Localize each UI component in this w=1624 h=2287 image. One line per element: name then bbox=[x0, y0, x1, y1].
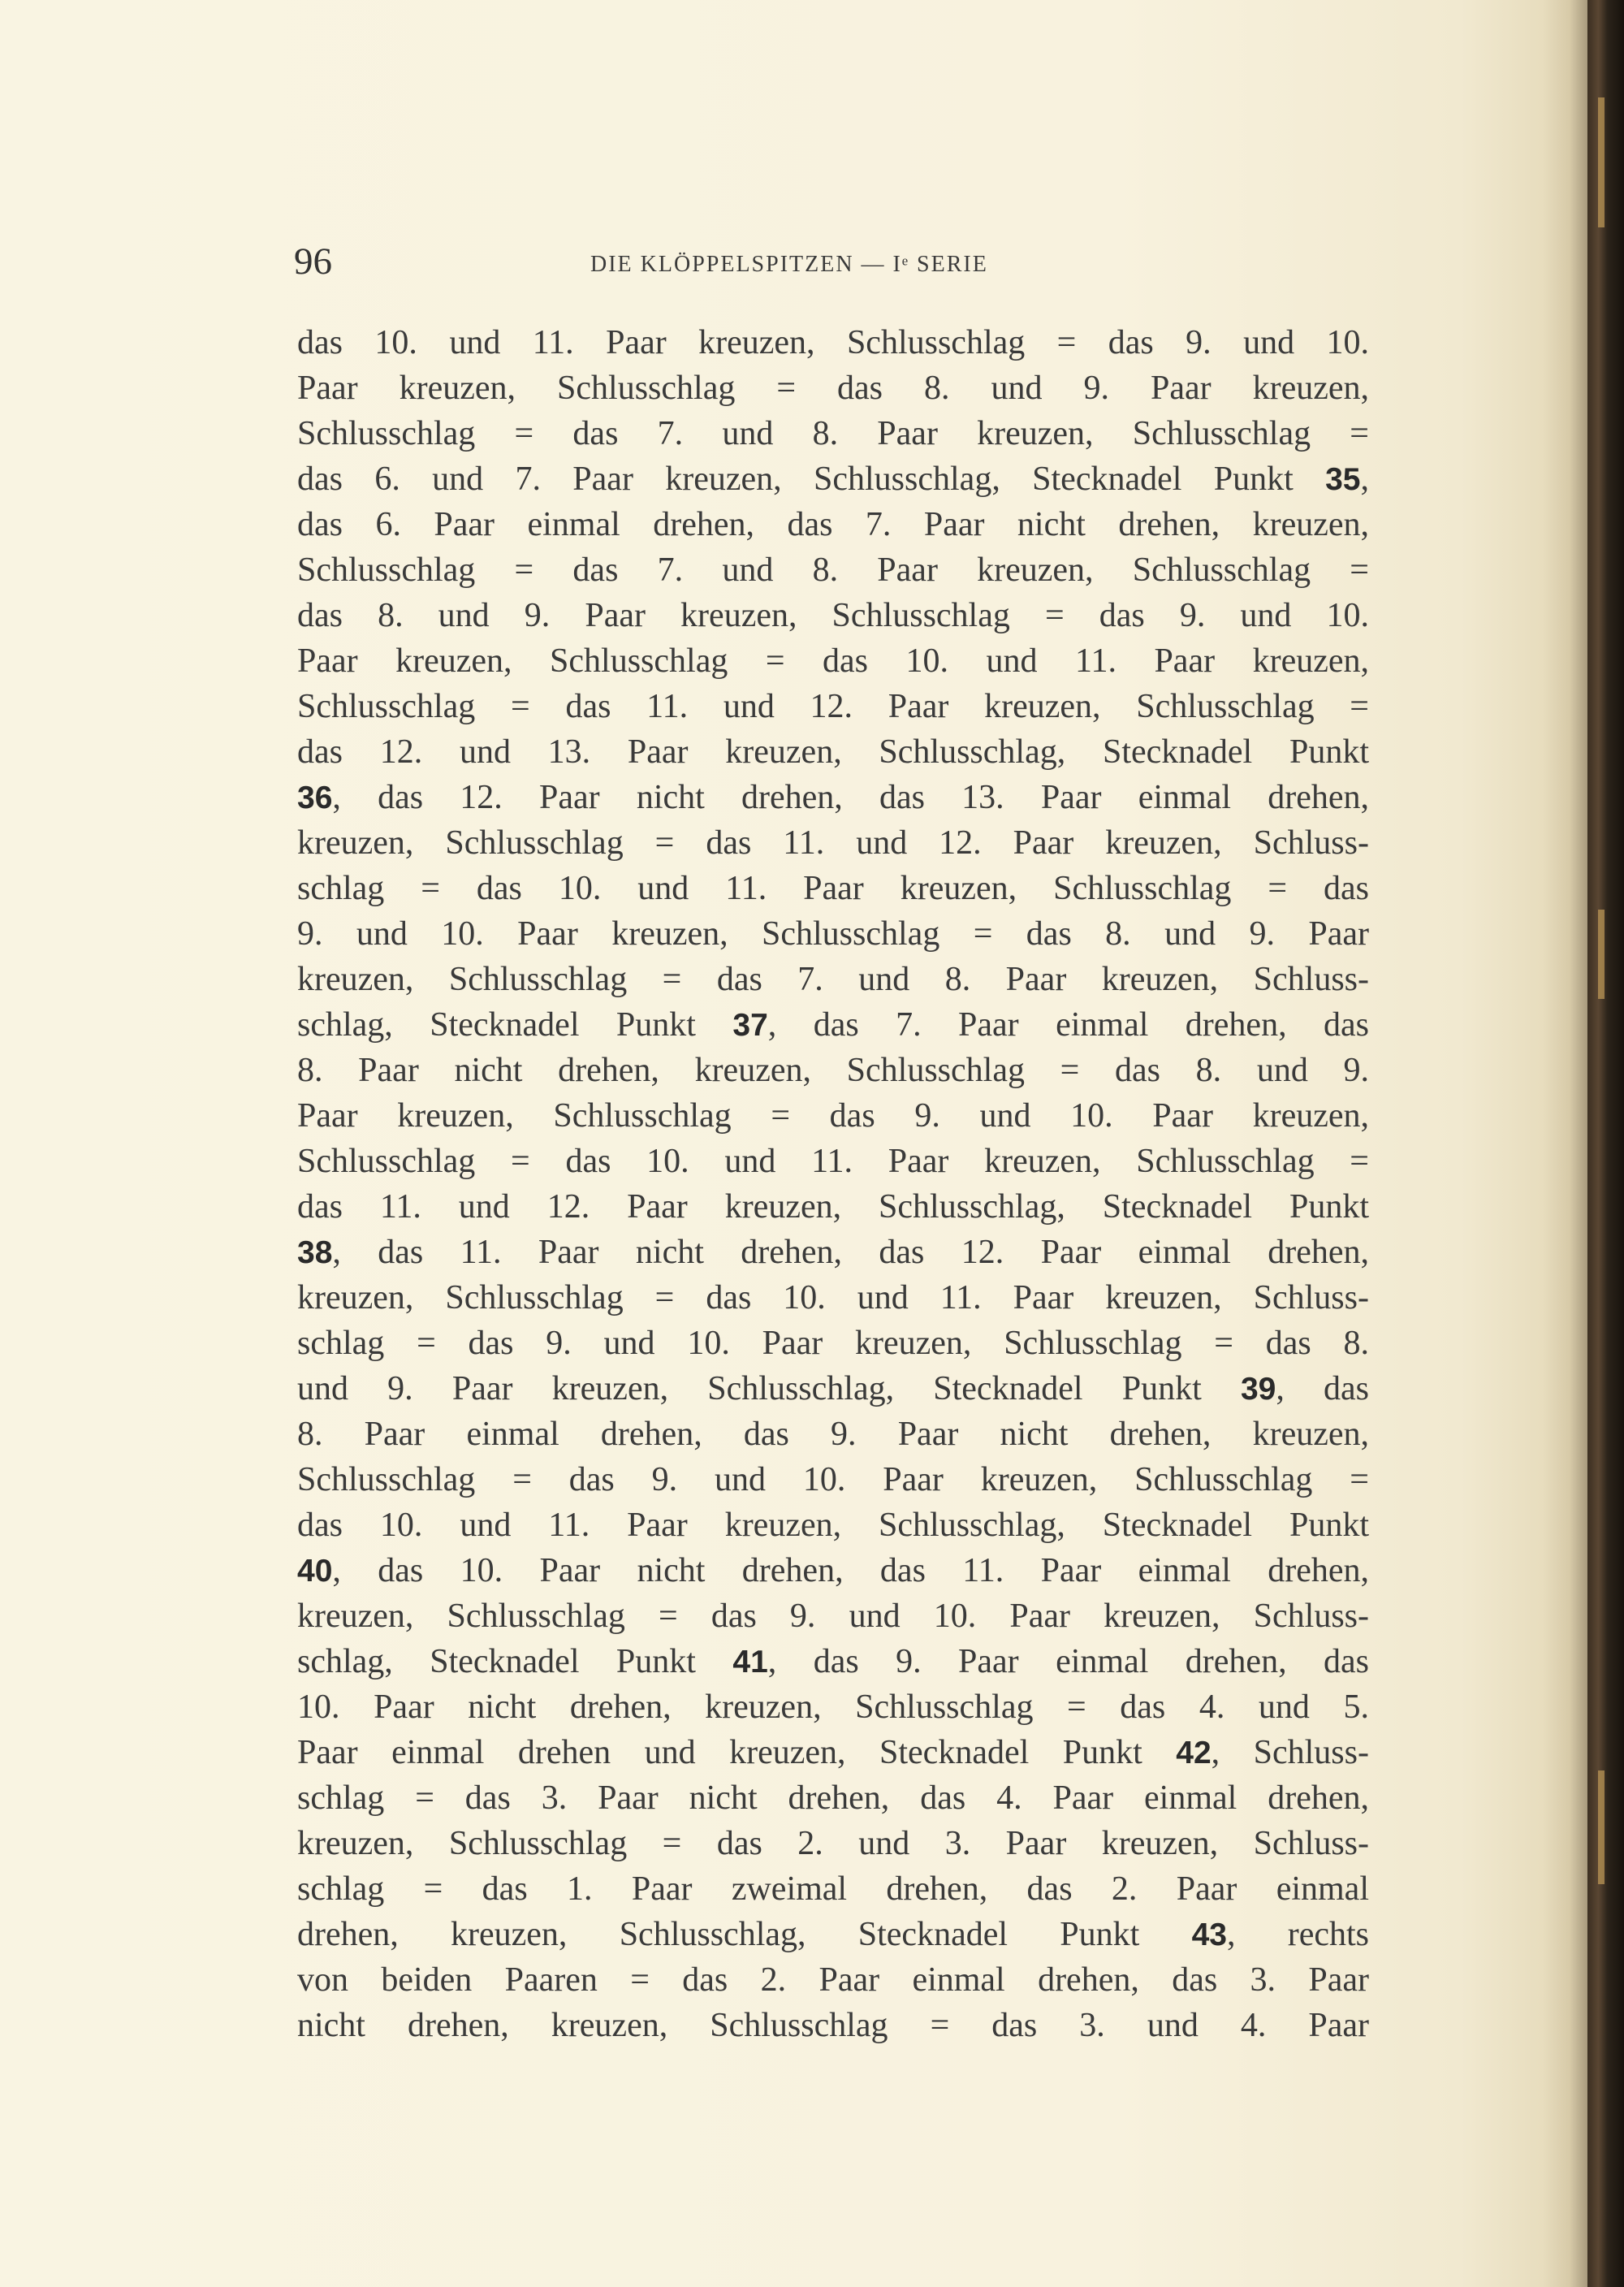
text-line bbox=[297, 1821, 1369, 1866]
text-line bbox=[297, 1548, 1369, 1593]
text-segment: das 6. und 7. Paar kreuzen, Schlusschlag, Stecknadel Punkt bbox=[297, 460, 1326, 498]
text-line bbox=[297, 1093, 1369, 1139]
text-segment: Schlusschlag = das 7. und 8. Paar kreuzen, Schlusschlag = bbox=[297, 551, 1369, 589]
punkt-number: 41 bbox=[732, 1645, 768, 1680]
text-line bbox=[297, 1002, 1369, 1048]
text-line bbox=[297, 593, 1369, 638]
text-line bbox=[297, 1184, 1369, 1230]
text-line bbox=[297, 456, 1369, 502]
text-line bbox=[297, 820, 1369, 866]
running-title: DIE KLÖPPELSPITZEN — Iᵉ SERIE bbox=[590, 252, 988, 277]
text-line bbox=[297, 866, 1369, 911]
text-segment: drehen, kreuzen, Schlusschlag, Stecknadel Punkt bbox=[297, 1916, 1192, 1953]
text-segment: , das 11. Paar nicht drehen, das 12. Paar einmal drehen, bbox=[332, 1234, 1369, 1271]
text-segment: Schlusschlag = das 7. und 8. Paar kreuzen, Schlusschlag = bbox=[297, 415, 1369, 452]
text-segment: 9. und 10. Paar kreuzen, Schlusschlag = das 8. und 9. Paar bbox=[297, 915, 1369, 953]
text-segment: das 6. Paar einmal drehen, das 7. Paar nicht drehen, kreuzen, bbox=[297, 506, 1369, 543]
text-segment: schlag = das 3. Paar nicht drehen, das 4. Paar einmal drehen, bbox=[297, 1779, 1369, 1817]
text-line bbox=[297, 1730, 1369, 1775]
text-segment: schlag = das 9. und 10. Paar kreuzen, Schlusschlag = das 8. bbox=[297, 1325, 1369, 1362]
text-line bbox=[297, 502, 1369, 547]
text-segment: kreuzen, Schlusschlag = das 11. und 12. Paar kreuzen, Schluss- bbox=[297, 824, 1369, 862]
text-line bbox=[297, 1593, 1369, 1639]
text-segment: Schlusschlag = das 10. und 11. Paar kreuzen, Schlusschlag = bbox=[297, 1143, 1369, 1180]
text-segment: , das 10. Paar nicht drehen, das 11. Paar einmal drehen, bbox=[332, 1552, 1369, 1589]
text-line bbox=[297, 1321, 1369, 1366]
text-line bbox=[297, 1139, 1369, 1184]
page-gutter-shadow bbox=[1543, 0, 1587, 2287]
text-segment: , das 7. Paar einmal drehen, das bbox=[767, 1006, 1369, 1044]
text-segment: und 9. Paar kreuzen, Schlusschlag, Stecknadel Punkt bbox=[297, 1370, 1241, 1407]
text-segment: schlag, Stecknadel Punkt bbox=[297, 1643, 733, 1680]
text-segment: das 11. und 12. Paar kreuzen, Schlusschlag, Stecknadel Punkt bbox=[297, 1188, 1369, 1226]
text-line bbox=[297, 1775, 1369, 1821]
punkt-number: 37 bbox=[732, 1008, 768, 1043]
text-line bbox=[297, 1230, 1369, 1275]
binding-gilt-mark bbox=[1598, 910, 1605, 999]
text-segment: , das 9. Paar einmal drehen, das bbox=[767, 1643, 1369, 1680]
text-line bbox=[297, 1366, 1369, 1412]
text-segment: schlag = das 1. Paar zweimal drehen, das 2. Paar einmal bbox=[297, 1870, 1369, 1908]
text-line bbox=[297, 729, 1369, 775]
text-segment: Paar kreuzen, Schlusschlag = das 10. und 11. Paar kreuzen, bbox=[297, 642, 1369, 680]
punkt-number: 43 bbox=[1191, 1917, 1227, 1952]
text-segment: von beiden Paaren = das 2. Paar einmal drehen, das 3. Paar bbox=[297, 1961, 1369, 1999]
text-line bbox=[297, 411, 1369, 456]
text-segment: kreuzen, Schlusschlag = das 2. und 3. Paar kreuzen, Schluss- bbox=[297, 1825, 1369, 1862]
text-segment: , das bbox=[1276, 1370, 1369, 1407]
text-line bbox=[297, 1957, 1369, 2003]
text-segment: schlag, Stecknadel Punkt bbox=[297, 1006, 733, 1044]
text-segment: Paar einmal drehen und kreuzen, Stecknadel Punkt bbox=[297, 1734, 1177, 1771]
punkt-number: 42 bbox=[1176, 1736, 1212, 1770]
text-segment: nicht drehen, kreuzen, Schlusschlag = das 3. und 4. Paar bbox=[297, 2007, 1369, 2044]
text-segment: kreuzen, Schlusschlag = das 10. und 11. Paar kreuzen, Schluss- bbox=[297, 1279, 1369, 1316]
text-segment: , Schluss- bbox=[1211, 1734, 1369, 1771]
text-segment: 8. Paar nicht drehen, kreuzen, Schlusschlag = das 8. und 9. bbox=[297, 1052, 1369, 1089]
text-segment: , das 12. Paar nicht drehen, das 13. Paar einmal drehen, bbox=[332, 779, 1369, 816]
text-line bbox=[297, 2003, 1369, 2048]
text-segment: Schlusschlag = das 11. und 12. Paar kreuzen, Schlusschlag = bbox=[297, 688, 1369, 725]
text-line bbox=[297, 1684, 1369, 1730]
text-segment: schlag = das 10. und 11. Paar kreuzen, Schlusschlag = das bbox=[297, 870, 1369, 907]
text-segment: kreuzen, Schlusschlag = das 9. und 10. Paar kreuzen, Schluss- bbox=[297, 1597, 1369, 1635]
text-line bbox=[297, 1639, 1369, 1684]
punkt-number: 36 bbox=[297, 780, 333, 815]
text-segment: , rechts bbox=[1226, 1916, 1369, 1953]
text-segment: Schlusschlag = das 9. und 10. Paar kreuzen, Schlusschlag = bbox=[297, 1461, 1369, 1498]
text-line bbox=[297, 911, 1369, 957]
text-line bbox=[297, 957, 1369, 1002]
text-segment: , bbox=[1360, 460, 1369, 498]
text-line bbox=[297, 638, 1369, 684]
text-line bbox=[297, 1866, 1369, 1912]
punkt-number: 39 bbox=[1240, 1372, 1276, 1407]
text-segment: 8. Paar einmal drehen, das 9. Paar nicht drehen, kreuzen, bbox=[297, 1416, 1369, 1453]
punkt-number: 38 bbox=[297, 1235, 333, 1270]
text-segment: das 10. und 11. Paar kreuzen, Schlusschlag = das 9. und 10. bbox=[297, 324, 1369, 361]
text-segment: das 12. und 13. Paar kreuzen, Schlusschlag, Stecknadel Punkt bbox=[297, 733, 1369, 771]
text-segment: das 10. und 11. Paar kreuzen, Schlusschlag, Stecknadel Punkt bbox=[297, 1507, 1369, 1544]
text-line bbox=[297, 1502, 1369, 1548]
text-line bbox=[297, 1412, 1369, 1457]
punkt-number: 40 bbox=[297, 1554, 333, 1589]
text-segment: Paar kreuzen, Schlusschlag = das 9. und 10. Paar kreuzen, bbox=[297, 1097, 1369, 1135]
page-number: 96 bbox=[294, 240, 332, 283]
text-line bbox=[297, 1275, 1369, 1321]
text-line bbox=[297, 320, 1369, 365]
text-segment: das 8. und 9. Paar kreuzen, Schlusschlag = das 9. und 10. bbox=[297, 597, 1369, 634]
text-line bbox=[297, 547, 1369, 593]
punkt-number: 35 bbox=[1325, 462, 1361, 497]
text-segment: Paar kreuzen, Schlusschlag = das 8. und 9. Paar kreuzen, bbox=[297, 370, 1369, 407]
text-segment: kreuzen, Schlusschlag = das 7. und 8. Paar kreuzen, Schluss- bbox=[297, 961, 1369, 998]
text-line bbox=[297, 1457, 1369, 1502]
body-text bbox=[297, 320, 1369, 2048]
running-head bbox=[294, 237, 1378, 286]
text-line bbox=[297, 684, 1369, 729]
book-binding-edge bbox=[1587, 0, 1624, 2287]
binding-gilt-mark bbox=[1598, 97, 1605, 227]
text-line bbox=[297, 1048, 1369, 1093]
text-line bbox=[297, 1912, 1369, 1957]
text-segment: 10. Paar nicht drehen, kreuzen, Schlusschlag = das 4. und 5. bbox=[297, 1688, 1369, 1726]
binding-gilt-mark bbox=[1598, 1770, 1605, 1884]
text-line bbox=[297, 365, 1369, 411]
text-line bbox=[297, 775, 1369, 820]
